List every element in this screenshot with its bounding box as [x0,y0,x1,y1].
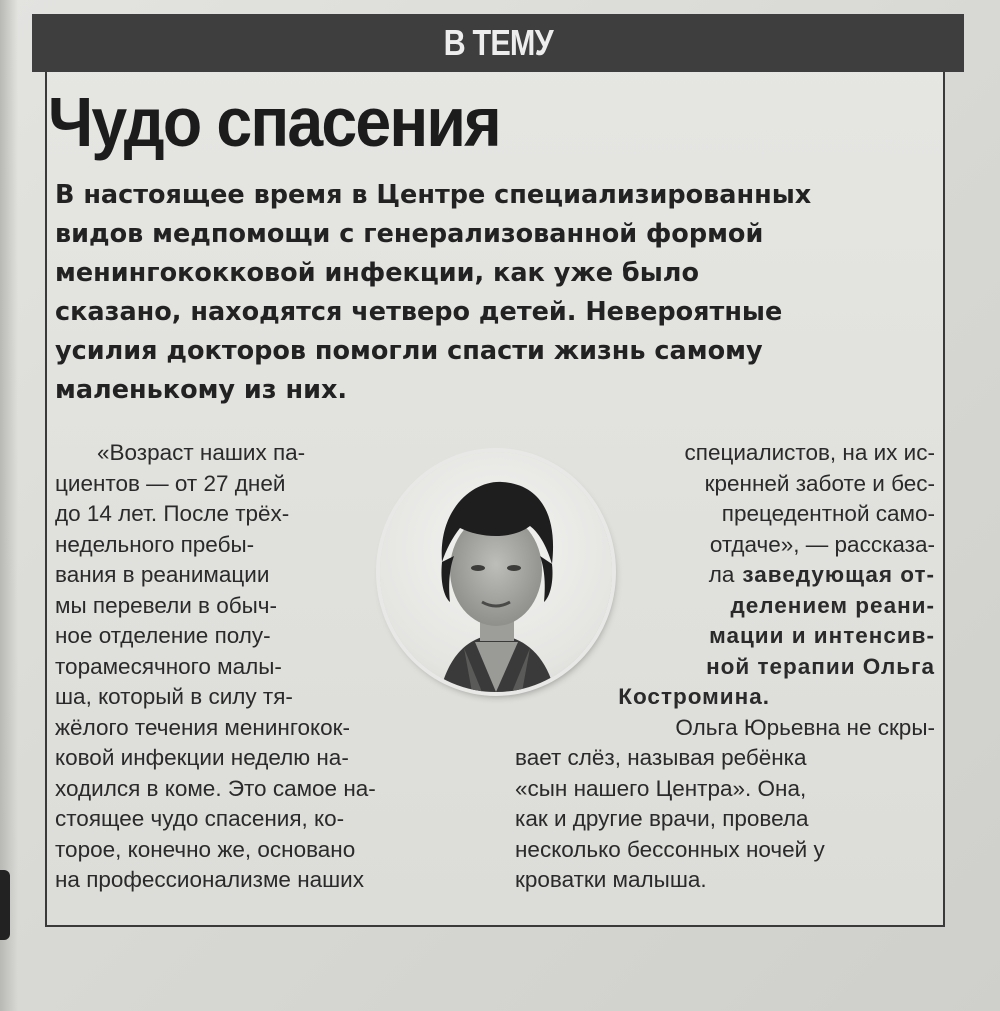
text-line: ходился в коме. Это самое на- [55,775,376,801]
text-line: прецедентной само- [721,501,935,526]
text-line: вания в реанимации [55,562,270,587]
text-line: торамесячного малы- [55,653,282,679]
page-edge-shadow [0,0,18,1011]
lead-line: менингококковой инфекции, как уже было [55,258,699,288]
text-line: отдаче», — рассказа- [709,531,935,557]
text-line: торое, конечно же, основано [55,836,356,862]
text-line: ша, который в силу тя- [55,684,293,709]
author-name: Костромина. [618,684,770,709]
text-line: мы перевели в обыч- [55,592,278,618]
lead-line: видов медпомощи с генерализованной формой [55,219,764,249]
lead-line: сказано, находятся четверо детей. Невероятные [55,297,783,327]
lead-line: маленькому из них. [55,375,348,405]
portrait-photo [380,452,612,692]
author-title-line: ной терапии Ольга [706,653,935,679]
woman-portrait-icon [380,452,612,692]
text-line: специалистов, на их ис- [684,440,935,465]
text-line: «Возраст наших па- [97,440,306,465]
text-line: на профессионализме наших [55,867,365,892]
lead-line: В настоящее время в Центре специализированных [55,180,812,210]
text-line: как и другие врачи, провела [515,806,809,831]
text-line: циентов — от 27 дней [55,470,286,496]
text-fragment: ла [708,562,735,587]
lead-line: усилия докторов помогли спасти жизнь самому [55,336,763,366]
author-title-line: делением реани- [730,592,935,618]
text-line: вает слёз, называя ребёнка [515,745,807,770]
text-line: недельного пребы- [55,531,255,557]
text-line: стоящее чудо спасения, ко- [55,806,345,831]
section-label: В ТЕМУ [443,22,553,63]
text-line: ковой инфекции неделю на- [55,745,349,770]
binding-edge [0,870,10,940]
text-line: «сын нашего Центра». Она, [515,775,807,801]
text-line: Ольга Юрьевна не скры- [675,714,935,740]
article-lead [55,176,945,410]
article-headline: Чудо спасения [48,83,500,161]
text-line: кренней заботе и бес- [704,470,935,496]
text-line: кроватки малыша. [515,867,707,892]
section-header [32,14,964,72]
text-line: несколько бессонных ночей у [515,836,825,862]
author-title: заведующая от- [742,562,935,587]
text-line: до 14 лет. После трёх- [55,501,290,526]
text-line: жёлого течения менингокок- [55,714,350,740]
author-title-line: мации и интенсив- [709,623,935,648]
text-line: ное отделение полу- [55,623,271,648]
